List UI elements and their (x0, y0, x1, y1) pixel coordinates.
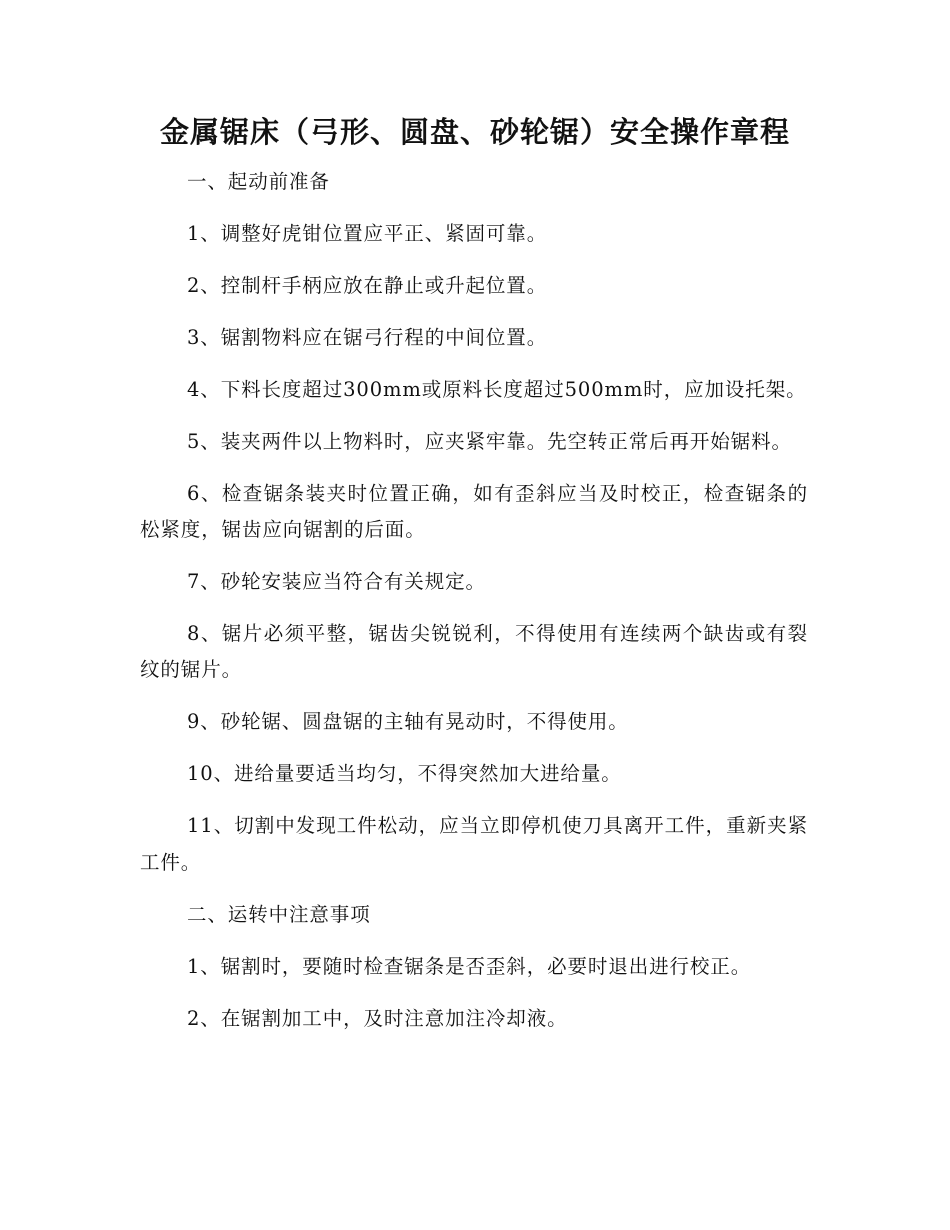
document-title: 金属锯床（弓形、圆盘、砂轮锯）安全操作章程 (159, 115, 790, 149)
paragraph-item: 9、砂轮锯、圆盘锯的主轴有晃动时，不得使用。 (187, 710, 629, 734)
paragraph-item: 8、锯片必须平整，锯齿尖锐锐利，不得使用有连续两个缺齿或有裂纹的锯片。 (140, 622, 808, 682)
document-body (140, 164, 808, 1053)
paragraph-item: 2、在锯割加工中，及时注意加注冷却液。 (187, 1006, 568, 1030)
paragraph-item: 6、检查锯条装夹时位置正确，如有歪斜应当及时校正，检查锯条的松紧度，锯齿应向锯割的后面。 (140, 482, 808, 542)
paragraph-item: 2、控制杆手柄应放在静止或升起位置。 (187, 274, 548, 297)
paragraph-item: 1、调整好虎钳位置应平正、紧固可靠。 (187, 222, 548, 245)
paragraph-item: 11、切割中发现工件松动，应当立即停机使刀具离开工件，重新夹紧工件。 (140, 814, 808, 874)
paragraph-item: 4、下料长度超过300mm或原料长度超过500mm时，应加设托架。 (187, 378, 807, 401)
paragraph-item: 7、砂轮安装应当符合有关规定。 (187, 570, 486, 594)
paragraph-item: 10、进给量要适当均匀，不得突然加大进给量。 (187, 762, 622, 786)
section-heading-startup-preparation: 一、起动前准备 (187, 170, 330, 193)
section-heading-running-notes: 二、运转中注意事项 (187, 902, 371, 926)
paragraph-item: 1、锯割时，要随时检查锯条是否歪斜，必要时退出进行校正。 (187, 954, 752, 978)
paragraph-item: 5、装夹两件以上物料时，应夹紧牢靠。先空转正常后再开始锯料。 (187, 430, 792, 453)
paragraph-item: 3、锯割物料应在锯弓行程的中间位置。 (187, 326, 548, 349)
